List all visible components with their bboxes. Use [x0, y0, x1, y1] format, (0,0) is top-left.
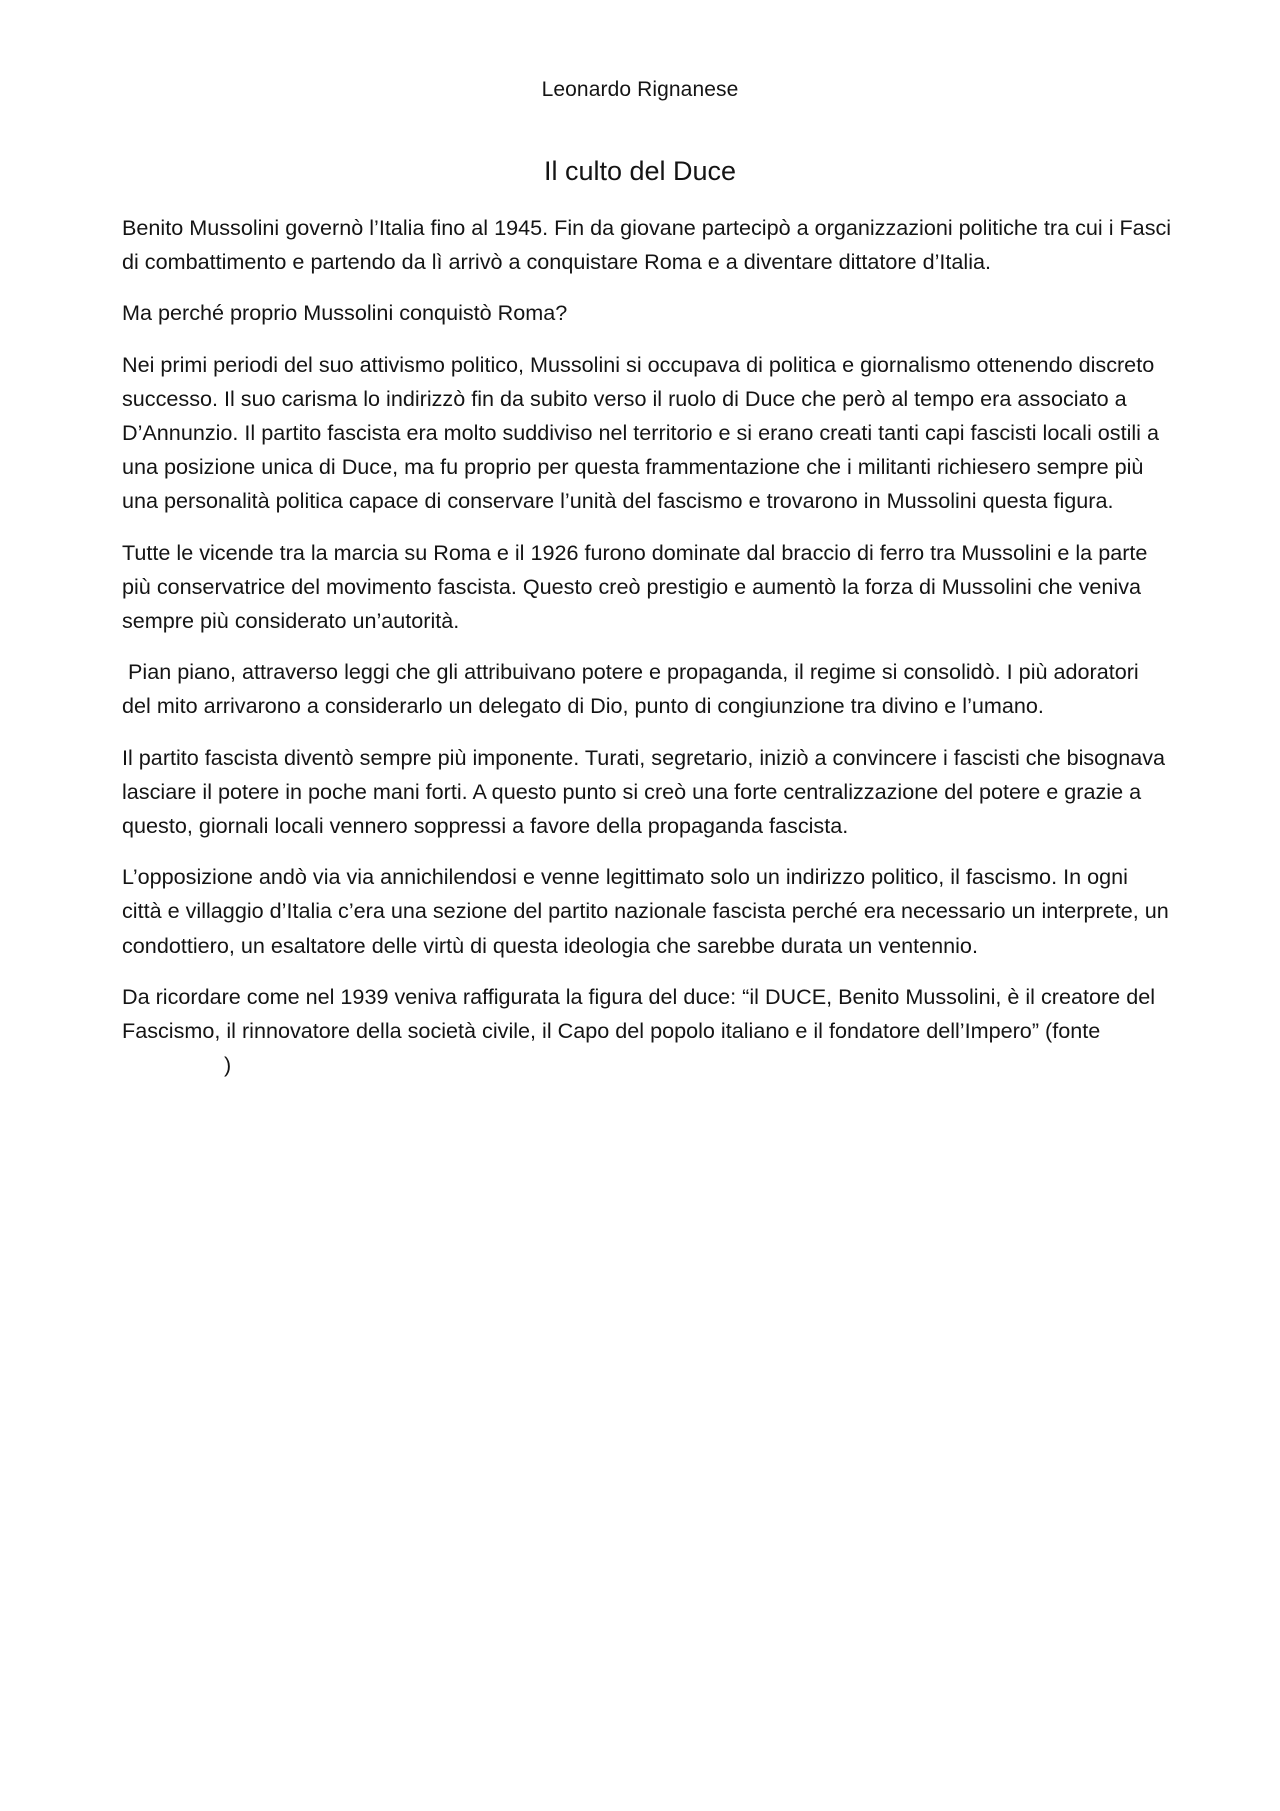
- paragraph-closing-quote: [122, 980, 1172, 1083]
- closing-paren: ): [224, 1052, 232, 1078]
- paragraph-consolidation: Pian piano, attraverso leggi che gli attribuivano potere e propaganda, il regime si consolidò. I più adoratori del mito arrivarono a considerarlo un delegato di Dio, punto di congiunzione tra divino e l’umano.: [122, 659, 1145, 719]
- paragraph-intro: Benito Mussolini governò l’Italia fino al 1945. Fin da giovane partecipò a organizzazioni politiche tra cui i Fasci di combattimento e partendo da lì arrivò a conquistare Roma e a diventare dittatore d’Italia.: [122, 215, 1172, 275]
- author-name: Leonardo Rignanese: [541, 78, 739, 101]
- paragraph-centralization: Il partito fascista diventò sempre più imponente. Turati, segretario, iniziò a convincere i fascisti che bisognava lasciare il potere in poche mani forti. A questo punto si creò una forte centralizzazione del potere e grazie a questo, giornali locali vennero soppressi a favore della propaganda fascista.: [122, 744, 1166, 839]
- document-title: Il culto del Duce: [543, 156, 737, 186]
- paragraph-opposition: L’opposizione andò via via annichilendosi e venne legittimato solo un indirizzo politico, il fascismo. In ogni città e villaggio d’Italia c’era una sezione del partito nazionale fascista perché era necessario un interprete, un condottiero, un esaltatore delle virtù di questa ideologia che sarebbe durata un ventennio.: [122, 864, 1169, 958]
- paragraph-march-on-rome: Tutte le vicende tra la marcia su Roma e il 1926 furono dominate dal braccio di ferro tra Mussolini e la parte più conservatrice del movimento fascista. Questo creò prestigio e aumentò la forza di Mussolini che veniva sempre più considerato un’autorità.: [122, 539, 1148, 634]
- paragraph-question: Ma perché proprio Mussolini conquistò Roma?: [122, 300, 568, 326]
- paragraph-early-activism: Nei primi periodi del suo attivismo politico, Mussolini si occupava di politica e giornalismo ottenendo discreto successo. Il suo carisma lo indirizzò fin da subito verso il ruolo di Duce che però al tempo era associato a D’Annunzio. Il partito fascista era molto suddiviso nel territorio e si erano creati tanti capi fascisti locali ostili a una posizione unica di Duce, ma fu proprio per questa frammentazione che i militanti richiesero sempre più una personalità politica capace di conservare l’unità del fascismo e trovarono in Mussolini questa figura.: [122, 351, 1159, 514]
- document-body: [122, 211, 1172, 1099]
- closing-quote-text: Da ricordare come nel 1939 veniva raffigurata la figura del duce: “il DUCE, Benito Mussolini, è il creatore del Fascismo, il rinnovatore della società civile, il Capo del popolo italiano e il fondatore dell’Impero” (fonte: [122, 983, 1156, 1044]
